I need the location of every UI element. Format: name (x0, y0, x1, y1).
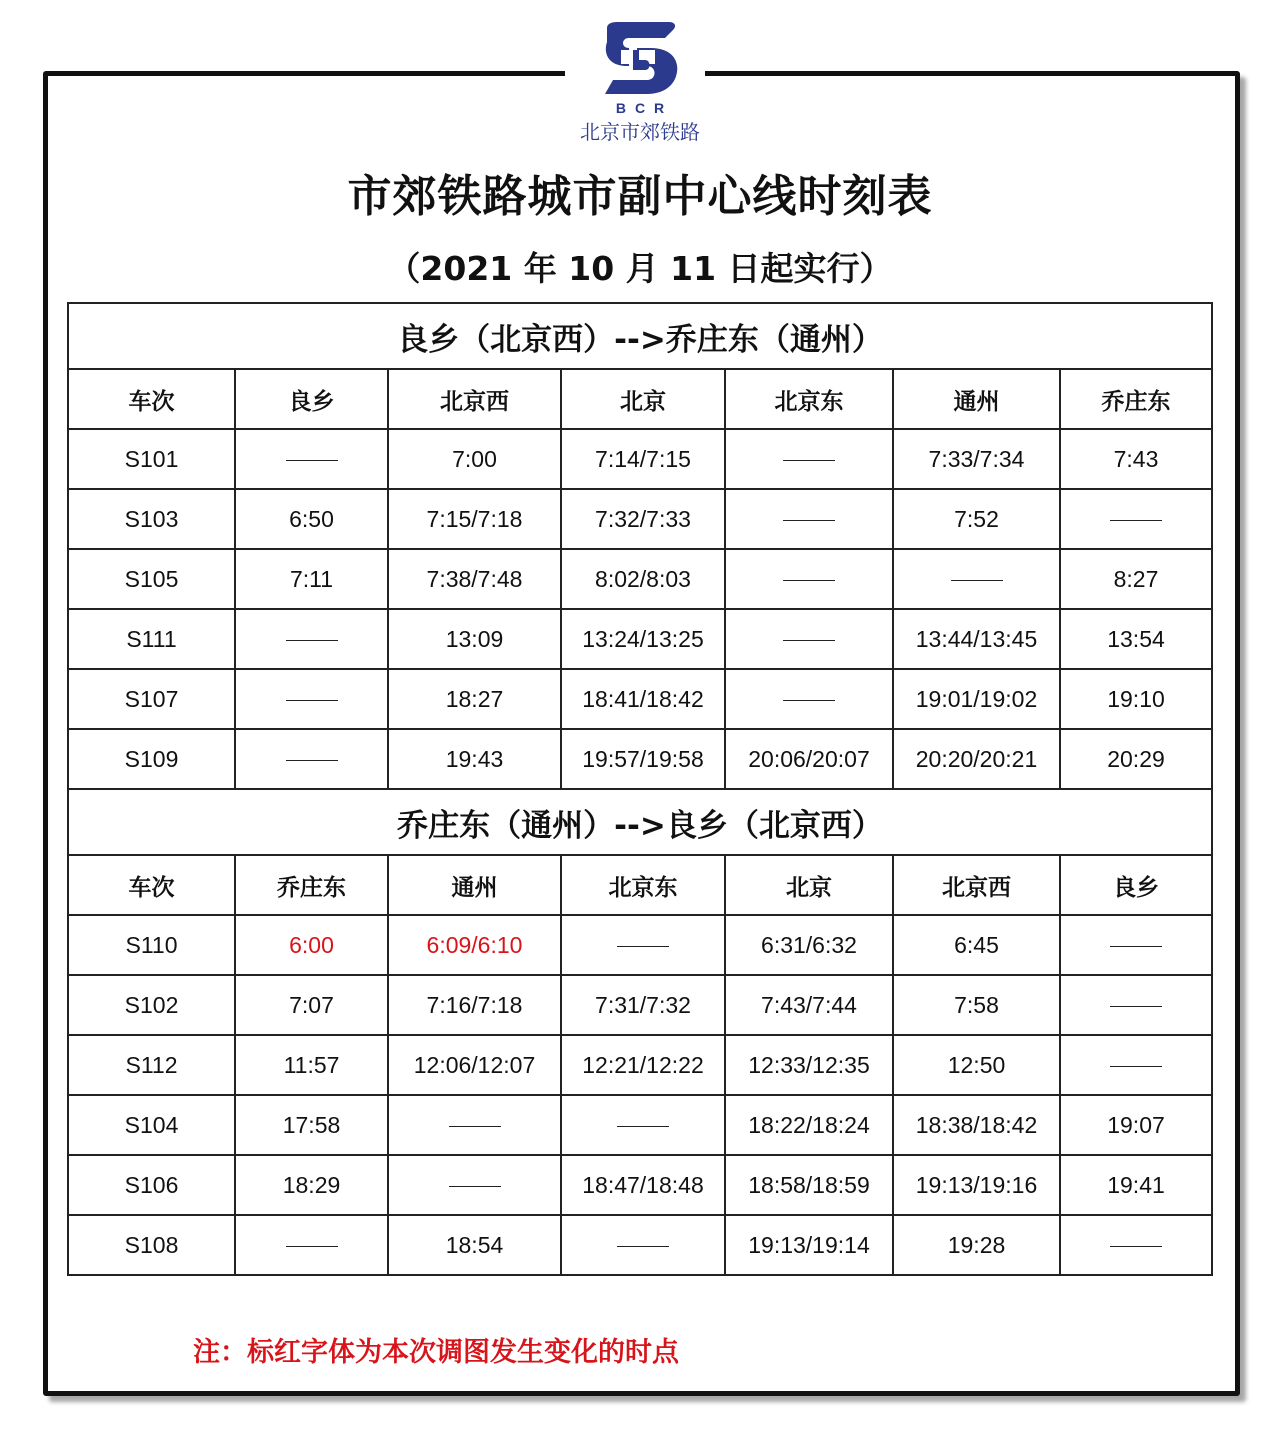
time-cell (561, 609, 725, 669)
section-heading-row (68, 303, 1212, 369)
time-cell (561, 669, 725, 729)
time-cell (235, 609, 388, 669)
train-number-cell (68, 975, 235, 1035)
time-cell (893, 489, 1060, 549)
no-stop-dash (1110, 946, 1162, 947)
column-header: 北京西 (893, 855, 1060, 915)
time-cell (561, 549, 725, 609)
time-cell (561, 1095, 725, 1155)
no-stop-dash (286, 760, 338, 761)
time-value: 18:41/18:42 (582, 685, 704, 712)
train-number: S105 (124, 565, 179, 592)
time-cell (1060, 729, 1212, 789)
time-cell (235, 1035, 388, 1095)
column-header: 北京东 (725, 369, 893, 429)
time-value: 6:31/6:32 (761, 931, 857, 958)
no-stop-dash (617, 946, 669, 947)
column-header-row (68, 369, 1212, 429)
time-value: 17:58 (282, 1111, 341, 1138)
time-cell (235, 1095, 388, 1155)
time-cell (235, 1155, 388, 1215)
no-stop-dash (951, 580, 1003, 581)
time-value: 6:45 (954, 931, 999, 958)
train-number-cell (68, 669, 235, 729)
time-value: 6:00 (289, 931, 334, 958)
table-row (68, 609, 1212, 669)
effective-date: （2021 年 10 月 11 日起实行） (387, 249, 893, 288)
time-cell (235, 429, 388, 489)
time-cell (725, 489, 893, 549)
column-header: 乔庄东 (235, 855, 388, 915)
time-cell (725, 1155, 893, 1215)
table-row (68, 1155, 1212, 1215)
time-cell (235, 1215, 388, 1275)
logo-name: 北京市郊铁路 (580, 120, 700, 144)
time-cell (561, 975, 725, 1035)
time-value: 7:58 (954, 991, 999, 1018)
time-cell (893, 975, 1060, 1035)
time-cell (388, 1215, 561, 1275)
time-value: 11:57 (283, 1051, 340, 1078)
time-cell (388, 729, 561, 789)
timetable (67, 302, 1213, 1276)
column-header: 北京 (725, 855, 893, 915)
time-value: 19:13/19:16 (915, 1171, 1038, 1198)
time-cell (1060, 609, 1212, 669)
time-cell (235, 549, 388, 609)
column-header: 通州 (893, 369, 1060, 429)
time-value: 12:21/12:22 (582, 1051, 704, 1078)
train-number: S102 (124, 991, 179, 1018)
time-cell (388, 609, 561, 669)
logo-abbr: BCR (615, 100, 674, 116)
time-cell (893, 1035, 1060, 1095)
table-row (68, 729, 1212, 789)
time-value: 18:58/18:59 (748, 1171, 870, 1198)
no-stop-dash (1110, 1006, 1162, 1007)
train-number: S104 (124, 1111, 179, 1138)
time-value: 7:11 (289, 565, 334, 592)
time-value: 7:31/7:32 (595, 991, 691, 1018)
table-row (68, 1095, 1212, 1155)
time-cell (893, 1215, 1060, 1275)
time-value: 19:07 (1107, 1111, 1165, 1138)
footnote: 注：标红字体为本次调图发生变化的时点 (193, 1337, 679, 1368)
no-stop-dash (286, 700, 338, 701)
time-value: 19:13/19:14 (748, 1231, 870, 1258)
time-cell (388, 489, 561, 549)
train-number-cell (68, 549, 235, 609)
table-row (68, 975, 1212, 1035)
time-value: 19:57/19:58 (582, 745, 704, 772)
train-number: S111 (126, 625, 177, 652)
train-number-cell (68, 609, 235, 669)
column-header-row (68, 855, 1212, 915)
train-number-cell (68, 1035, 235, 1095)
time-cell (893, 915, 1060, 975)
no-stop-dash (286, 460, 338, 461)
time-cell (388, 915, 561, 975)
time-value: 12:50 (947, 1051, 1006, 1078)
time-cell (725, 669, 893, 729)
time-value: 18:22/18:24 (748, 1111, 870, 1138)
column-header: 北京西 (388, 369, 561, 429)
train-number: S112 (125, 1051, 178, 1078)
time-cell (388, 1035, 561, 1095)
time-cell (388, 1155, 561, 1215)
time-cell (1060, 489, 1212, 549)
time-value: 7:43/7:44 (761, 991, 857, 1018)
time-value: 8:27 (1113, 565, 1159, 592)
time-cell (893, 1095, 1060, 1155)
no-stop-dash (783, 520, 835, 521)
time-cell (235, 489, 388, 549)
time-value: 12:06/12:07 (413, 1051, 536, 1078)
time-cell (561, 1215, 725, 1275)
time-cell (235, 729, 388, 789)
time-value: 19:10 (1107, 685, 1165, 712)
table-row (68, 549, 1212, 609)
bcr-logo-icon (599, 20, 681, 98)
train-number: S108 (124, 1231, 179, 1258)
direction-heading: 乔庄东（通州）-->良乡（北京西） (68, 789, 1212, 855)
time-value: 7:52 (954, 505, 999, 532)
time-cell (388, 669, 561, 729)
time-value: 6:09/6:10 (426, 931, 523, 958)
direction-heading: 良乡（北京西）-->乔庄东（通州） (68, 303, 1212, 369)
time-value: 7:07 (289, 991, 334, 1018)
time-value: 18:29 (282, 1171, 341, 1198)
time-cell (561, 1155, 725, 1215)
time-value: 6:50 (289, 505, 334, 532)
train-number-cell (68, 1215, 235, 1275)
time-cell (561, 915, 725, 975)
time-cell (725, 915, 893, 975)
time-value: 18:54 (445, 1231, 504, 1258)
time-cell (388, 1095, 561, 1155)
train-number: S101 (124, 445, 179, 472)
time-cell (561, 489, 725, 549)
no-stop-dash (783, 700, 835, 701)
column-header: 通州 (388, 855, 561, 915)
column-header: 北京东 (561, 855, 725, 915)
time-value: 13:54 (1107, 625, 1165, 652)
train-number-cell (68, 489, 235, 549)
table-row (68, 1215, 1212, 1275)
time-cell (561, 729, 725, 789)
no-stop-dash (449, 1186, 501, 1187)
time-value: 18:47/18:48 (582, 1171, 704, 1198)
time-cell (725, 729, 893, 789)
table-row (68, 669, 1212, 729)
bcr-logo (570, 20, 710, 155)
time-cell (725, 549, 893, 609)
no-stop-dash (783, 580, 835, 581)
table-row (68, 489, 1212, 549)
train-number: S103 (124, 505, 179, 532)
train-number: S106 (124, 1171, 179, 1198)
no-stop-dash (783, 640, 835, 641)
no-stop-dash (286, 640, 338, 641)
time-value: 12:33/12:35 (748, 1051, 870, 1078)
time-cell (561, 1035, 725, 1095)
time-cell (1060, 1035, 1212, 1095)
time-cell (388, 429, 561, 489)
column-header: 北京 (561, 369, 725, 429)
no-stop-dash (1110, 520, 1162, 521)
time-value: 19:41 (1107, 1171, 1165, 1198)
time-cell (561, 429, 725, 489)
time-cell (725, 429, 893, 489)
time-cell (893, 729, 1060, 789)
time-cell (725, 1215, 893, 1275)
section-heading-row (68, 789, 1212, 855)
time-cell (235, 975, 388, 1035)
time-cell (388, 549, 561, 609)
time-cell (1060, 915, 1212, 975)
train-number-cell (68, 729, 235, 789)
time-value: 20:06/20:07 (748, 745, 870, 772)
time-value: 20:29 (1107, 745, 1165, 772)
no-stop-dash (783, 460, 835, 461)
no-stop-dash (286, 1246, 338, 1247)
time-cell (725, 1095, 893, 1155)
no-stop-dash (1110, 1066, 1162, 1067)
time-value: 7:00 (452, 445, 497, 472)
time-cell (388, 975, 561, 1035)
train-number-cell (68, 429, 235, 489)
time-value: 7:32/7:33 (595, 505, 691, 532)
time-value: 7:33/7:34 (928, 445, 1025, 472)
time-value: 7:43 (1113, 445, 1159, 472)
time-cell (1060, 1215, 1212, 1275)
table-row (68, 915, 1212, 975)
page-title: 市郊铁路城市副中心线时刻表 (347, 171, 933, 222)
train-number-cell (68, 915, 235, 975)
table-row (68, 1035, 1212, 1095)
time-cell (1060, 1155, 1212, 1215)
column-header: 乔庄东 (1060, 369, 1212, 429)
time-value: 19:43 (445, 745, 504, 772)
time-value: 19:01/19:02 (915, 685, 1038, 712)
no-stop-dash (1110, 1246, 1162, 1247)
time-cell (725, 975, 893, 1035)
time-value: 20:20/20:21 (915, 745, 1038, 772)
time-cell (235, 669, 388, 729)
time-cell (1060, 429, 1212, 489)
time-cell (1060, 669, 1212, 729)
time-cell (725, 1035, 893, 1095)
time-value: 7:15/7:18 (426, 505, 523, 532)
time-cell (893, 549, 1060, 609)
time-value: 19:28 (947, 1231, 1006, 1258)
time-cell (893, 1155, 1060, 1215)
table-row (68, 429, 1212, 489)
column-header: 车次 (68, 369, 235, 429)
time-cell (725, 609, 893, 669)
time-value: 18:27 (445, 685, 504, 712)
time-cell (893, 609, 1060, 669)
train-number: S107 (124, 685, 179, 712)
time-value: 7:38/7:48 (426, 565, 523, 592)
time-value: 7:14/7:15 (595, 445, 691, 472)
no-stop-dash (617, 1126, 669, 1127)
time-cell (1060, 975, 1212, 1035)
time-value: 13:24/13:25 (582, 625, 704, 652)
train-number-cell (68, 1095, 235, 1155)
time-cell (235, 915, 388, 975)
column-header: 良乡 (235, 369, 388, 429)
time-value: 18:38/18:42 (915, 1111, 1038, 1138)
column-header: 车次 (68, 855, 235, 915)
train-number-cell (68, 1155, 235, 1215)
time-cell (1060, 1095, 1212, 1155)
time-value: 7:16/7:18 (426, 991, 523, 1018)
time-value: 8:02/8:03 (595, 565, 691, 592)
column-header: 良乡 (1060, 855, 1212, 915)
time-cell (1060, 549, 1212, 609)
time-value: 13:09 (445, 625, 504, 652)
train-number: S110 (125, 931, 178, 958)
time-value: 13:44/13:45 (915, 625, 1038, 652)
time-cell (893, 429, 1060, 489)
no-stop-dash (449, 1126, 501, 1127)
time-cell (893, 669, 1060, 729)
no-stop-dash (617, 1246, 669, 1247)
train-number: S109 (124, 745, 179, 772)
